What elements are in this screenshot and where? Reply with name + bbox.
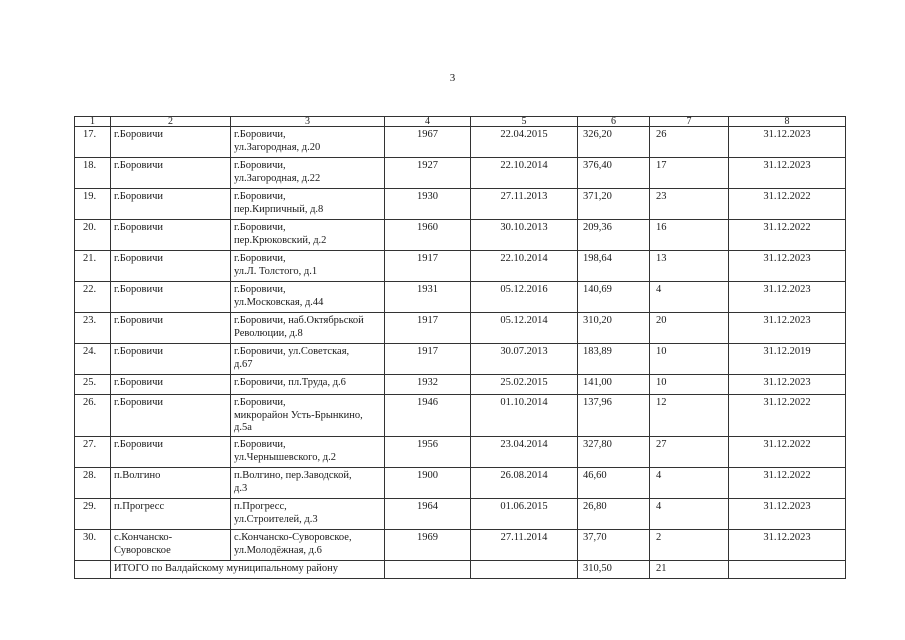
address-line: г.Боровичи, <box>234 160 286 171</box>
year-cell: 1917 <box>385 344 471 375</box>
table-row <box>75 127 846 158</box>
address-line: г.Боровичи, <box>234 191 286 202</box>
row-number: 18. <box>75 158 111 189</box>
table-row <box>75 282 846 313</box>
row-number: 26. <box>75 395 111 437</box>
deadline-cell: 31.12.2022 <box>729 220 846 251</box>
year-cell: 1917 <box>385 313 471 344</box>
address-line: д.5а <box>234 422 252 433</box>
deadline-cell: 31.12.2023 <box>729 282 846 313</box>
address-line: г.Боровичи, наб.Октябрьской <box>234 315 364 326</box>
table-row <box>75 313 846 344</box>
flats-cell: 20 <box>650 313 729 344</box>
address-line: г.Боровичи, <box>234 129 286 140</box>
year-cell: 1930 <box>385 189 471 220</box>
area-cell: 26,80 <box>578 499 650 530</box>
address-line: ул.Молодёжная, д.6 <box>234 544 322 556</box>
year-cell: 1900 <box>385 468 471 499</box>
deadline-cell: 31.12.2023 <box>729 158 846 189</box>
address-line: г.Боровичи, <box>234 253 286 264</box>
address-cell <box>231 437 385 468</box>
address-line: г.Боровичи, <box>234 222 286 233</box>
address-line: микрорайон Усть-Брынкино, <box>234 409 363 421</box>
date-cell: 30.10.2013 <box>471 220 578 251</box>
locality-cell: п.Волгино <box>111 468 231 499</box>
empty-cell <box>75 561 111 579</box>
column-header: 6 <box>578 117 650 127</box>
address-cell <box>231 499 385 530</box>
row-number: 21. <box>75 251 111 282</box>
deadline-cell: 31.12.2022 <box>729 189 846 220</box>
locality-cell: г.Боровичи <box>111 220 231 251</box>
address-cell <box>231 375 385 395</box>
row-number: 24. <box>75 344 111 375</box>
flats-cell: 12 <box>650 395 729 437</box>
flats-cell: 16 <box>650 220 729 251</box>
area-cell: 310,20 <box>578 313 650 344</box>
locality-cell: г.Боровичи <box>111 282 231 313</box>
empty-cell <box>471 561 578 579</box>
address-line: г.Боровичи, <box>234 397 286 408</box>
address-cell <box>231 158 385 189</box>
address-cell <box>231 282 385 313</box>
address-line: пер.Крюковский, д.2 <box>234 234 327 246</box>
date-cell: 26.08.2014 <box>471 468 578 499</box>
address-line: д.3 <box>234 482 248 494</box>
total-label: ИТОГО по Валдайскому муниципальному району <box>111 561 385 579</box>
address-line: Революции, д.8 <box>234 327 303 339</box>
locality-cell: г.Боровичи <box>111 127 231 158</box>
row-number: 22. <box>75 282 111 313</box>
deadline-cell: 31.12.2022 <box>729 395 846 437</box>
locality-cell: г.Боровичи <box>111 395 231 437</box>
address-line: ул.Московская, д.44 <box>234 296 324 308</box>
locality-cell: с.Кончанско-Суворовское <box>111 530 231 561</box>
date-cell: 30.07.2013 <box>471 344 578 375</box>
locality-cell: г.Боровичи <box>111 251 231 282</box>
table-row <box>75 468 846 499</box>
address-cell <box>231 127 385 158</box>
address-line: ул.Строителей, д.3 <box>234 513 318 525</box>
address-cell <box>231 220 385 251</box>
address-line: ул.Загородная, д.22 <box>234 172 321 184</box>
address-cell <box>231 344 385 375</box>
area-cell: 371,20 <box>578 189 650 220</box>
date-cell: 01.06.2015 <box>471 499 578 530</box>
empty-cell <box>385 561 471 579</box>
address-cell <box>231 395 385 437</box>
year-cell: 1946 <box>385 395 471 437</box>
year-cell: 1931 <box>385 282 471 313</box>
deadline-cell: 31.12.2022 <box>729 437 846 468</box>
row-number: 27. <box>75 437 111 468</box>
locality-cell: п.Прогресс <box>111 499 231 530</box>
address-line: г.Боровичи, <box>234 439 286 450</box>
table-row <box>75 499 846 530</box>
column-header: 4 <box>385 117 471 127</box>
address-line: п.Прогресс, <box>234 501 287 512</box>
table-row <box>75 437 846 468</box>
table-row <box>75 220 846 251</box>
address-line: с.Кончанско-Суворовское, <box>234 532 352 543</box>
date-cell: 23.04.2014 <box>471 437 578 468</box>
date-cell: 27.11.2014 <box>471 530 578 561</box>
column-header: 1 <box>75 117 111 127</box>
year-cell: 1960 <box>385 220 471 251</box>
date-cell: 05.12.2016 <box>471 282 578 313</box>
flats-cell: 17 <box>650 158 729 189</box>
row-number: 29. <box>75 499 111 530</box>
deadline-cell: 31.12.2023 <box>729 499 846 530</box>
table-row <box>75 251 846 282</box>
date-cell: 22.10.2014 <box>471 251 578 282</box>
row-number: 23. <box>75 313 111 344</box>
area-cell: 183,89 <box>578 344 650 375</box>
locality-cell: г.Боровичи <box>111 189 231 220</box>
address-line: п.Волгино, пер.Заводской, <box>234 470 352 481</box>
flats-cell: 10 <box>650 375 729 395</box>
flats-cell: 4 <box>650 468 729 499</box>
table-row <box>75 530 846 561</box>
housing-table <box>74 116 846 579</box>
area-cell: 327,80 <box>578 437 650 468</box>
deadline-cell: 31.12.2023 <box>729 127 846 158</box>
flats-cell: 27 <box>650 437 729 468</box>
year-cell: 1927 <box>385 158 471 189</box>
table-row <box>75 158 846 189</box>
area-cell: 209,36 <box>578 220 650 251</box>
locality-cell: г.Боровичи <box>111 344 231 375</box>
column-header: 3 <box>231 117 385 127</box>
area-cell: 198,64 <box>578 251 650 282</box>
address-line: ул.Л. Толстого, д.1 <box>234 265 318 277</box>
address-cell <box>231 530 385 561</box>
locality-cell: г.Боровичи <box>111 313 231 344</box>
address-cell <box>231 189 385 220</box>
column-header: 8 <box>729 117 846 127</box>
address-line: ул.Чернышевского, д.2 <box>234 451 336 463</box>
area-cell: 376,40 <box>578 158 650 189</box>
year-cell: 1932 <box>385 375 471 395</box>
deadline-cell: 31.12.2019 <box>729 344 846 375</box>
flats-cell: 4 <box>650 282 729 313</box>
total-flats: 21 <box>650 561 729 579</box>
area-cell: 140,69 <box>578 282 650 313</box>
address-line: г.Боровичи, <box>234 284 286 295</box>
flats-cell: 13 <box>650 251 729 282</box>
address-line: ул.Загородная, д.20 <box>234 141 321 153</box>
date-cell: 27.11.2013 <box>471 189 578 220</box>
locality-cell: г.Боровичи <box>111 437 231 468</box>
date-cell: 25.02.2015 <box>471 375 578 395</box>
flats-cell: 2 <box>650 530 729 561</box>
date-cell: 22.04.2015 <box>471 127 578 158</box>
column-number-row <box>75 117 846 127</box>
row-number: 17. <box>75 127 111 158</box>
area-cell: 326,20 <box>578 127 650 158</box>
deadline-cell: 31.12.2023 <box>729 313 846 344</box>
deadline-cell: 31.12.2023 <box>729 375 846 395</box>
deadline-cell: 31.12.2022 <box>729 468 846 499</box>
table-row <box>75 189 846 220</box>
year-cell: 1967 <box>385 127 471 158</box>
row-number: 25. <box>75 375 111 395</box>
address-line: пер.Кирпичный, д.8 <box>234 203 324 215</box>
column-header: 5 <box>471 117 578 127</box>
row-number: 28. <box>75 468 111 499</box>
address-cell <box>231 468 385 499</box>
year-cell: 1969 <box>385 530 471 561</box>
address-cell <box>231 251 385 282</box>
deadline-cell: 31.12.2023 <box>729 251 846 282</box>
deadline-cell: 31.12.2023 <box>729 530 846 561</box>
address-line: д.67 <box>234 358 253 370</box>
total-row <box>75 561 846 579</box>
address-cell <box>231 313 385 344</box>
row-number: 30. <box>75 530 111 561</box>
locality-cell: г.Боровичи <box>111 375 231 395</box>
area-cell: 46,60 <box>578 468 650 499</box>
flats-cell: 26 <box>650 127 729 158</box>
flats-cell: 23 <box>650 189 729 220</box>
column-header: 2 <box>111 117 231 127</box>
date-cell: 01.10.2014 <box>471 395 578 437</box>
flats-cell: 10 <box>650 344 729 375</box>
year-cell: 1917 <box>385 251 471 282</box>
area-cell: 37,70 <box>578 530 650 561</box>
empty-cell <box>729 561 846 579</box>
area-cell: 141,00 <box>578 375 650 395</box>
table-row <box>75 344 846 375</box>
table-row <box>75 375 846 395</box>
flats-cell: 4 <box>650 499 729 530</box>
table-row <box>75 395 846 437</box>
page-number: 3 <box>449 72 456 84</box>
year-cell: 1956 <box>385 437 471 468</box>
locality-cell: г.Боровичи <box>111 158 231 189</box>
date-cell: 22.10.2014 <box>471 158 578 189</box>
year-cell: 1964 <box>385 499 471 530</box>
column-header: 7 <box>650 117 729 127</box>
row-number: 19. <box>75 189 111 220</box>
total-area: 310,50 <box>578 561 650 579</box>
date-cell: 05.12.2014 <box>471 313 578 344</box>
area-cell: 137,96 <box>578 395 650 437</box>
address-line: г.Боровичи, пл.Труда, д.6 <box>234 377 346 388</box>
row-number: 20. <box>75 220 111 251</box>
address-line: г.Боровичи, ул.Советская, <box>234 346 350 357</box>
